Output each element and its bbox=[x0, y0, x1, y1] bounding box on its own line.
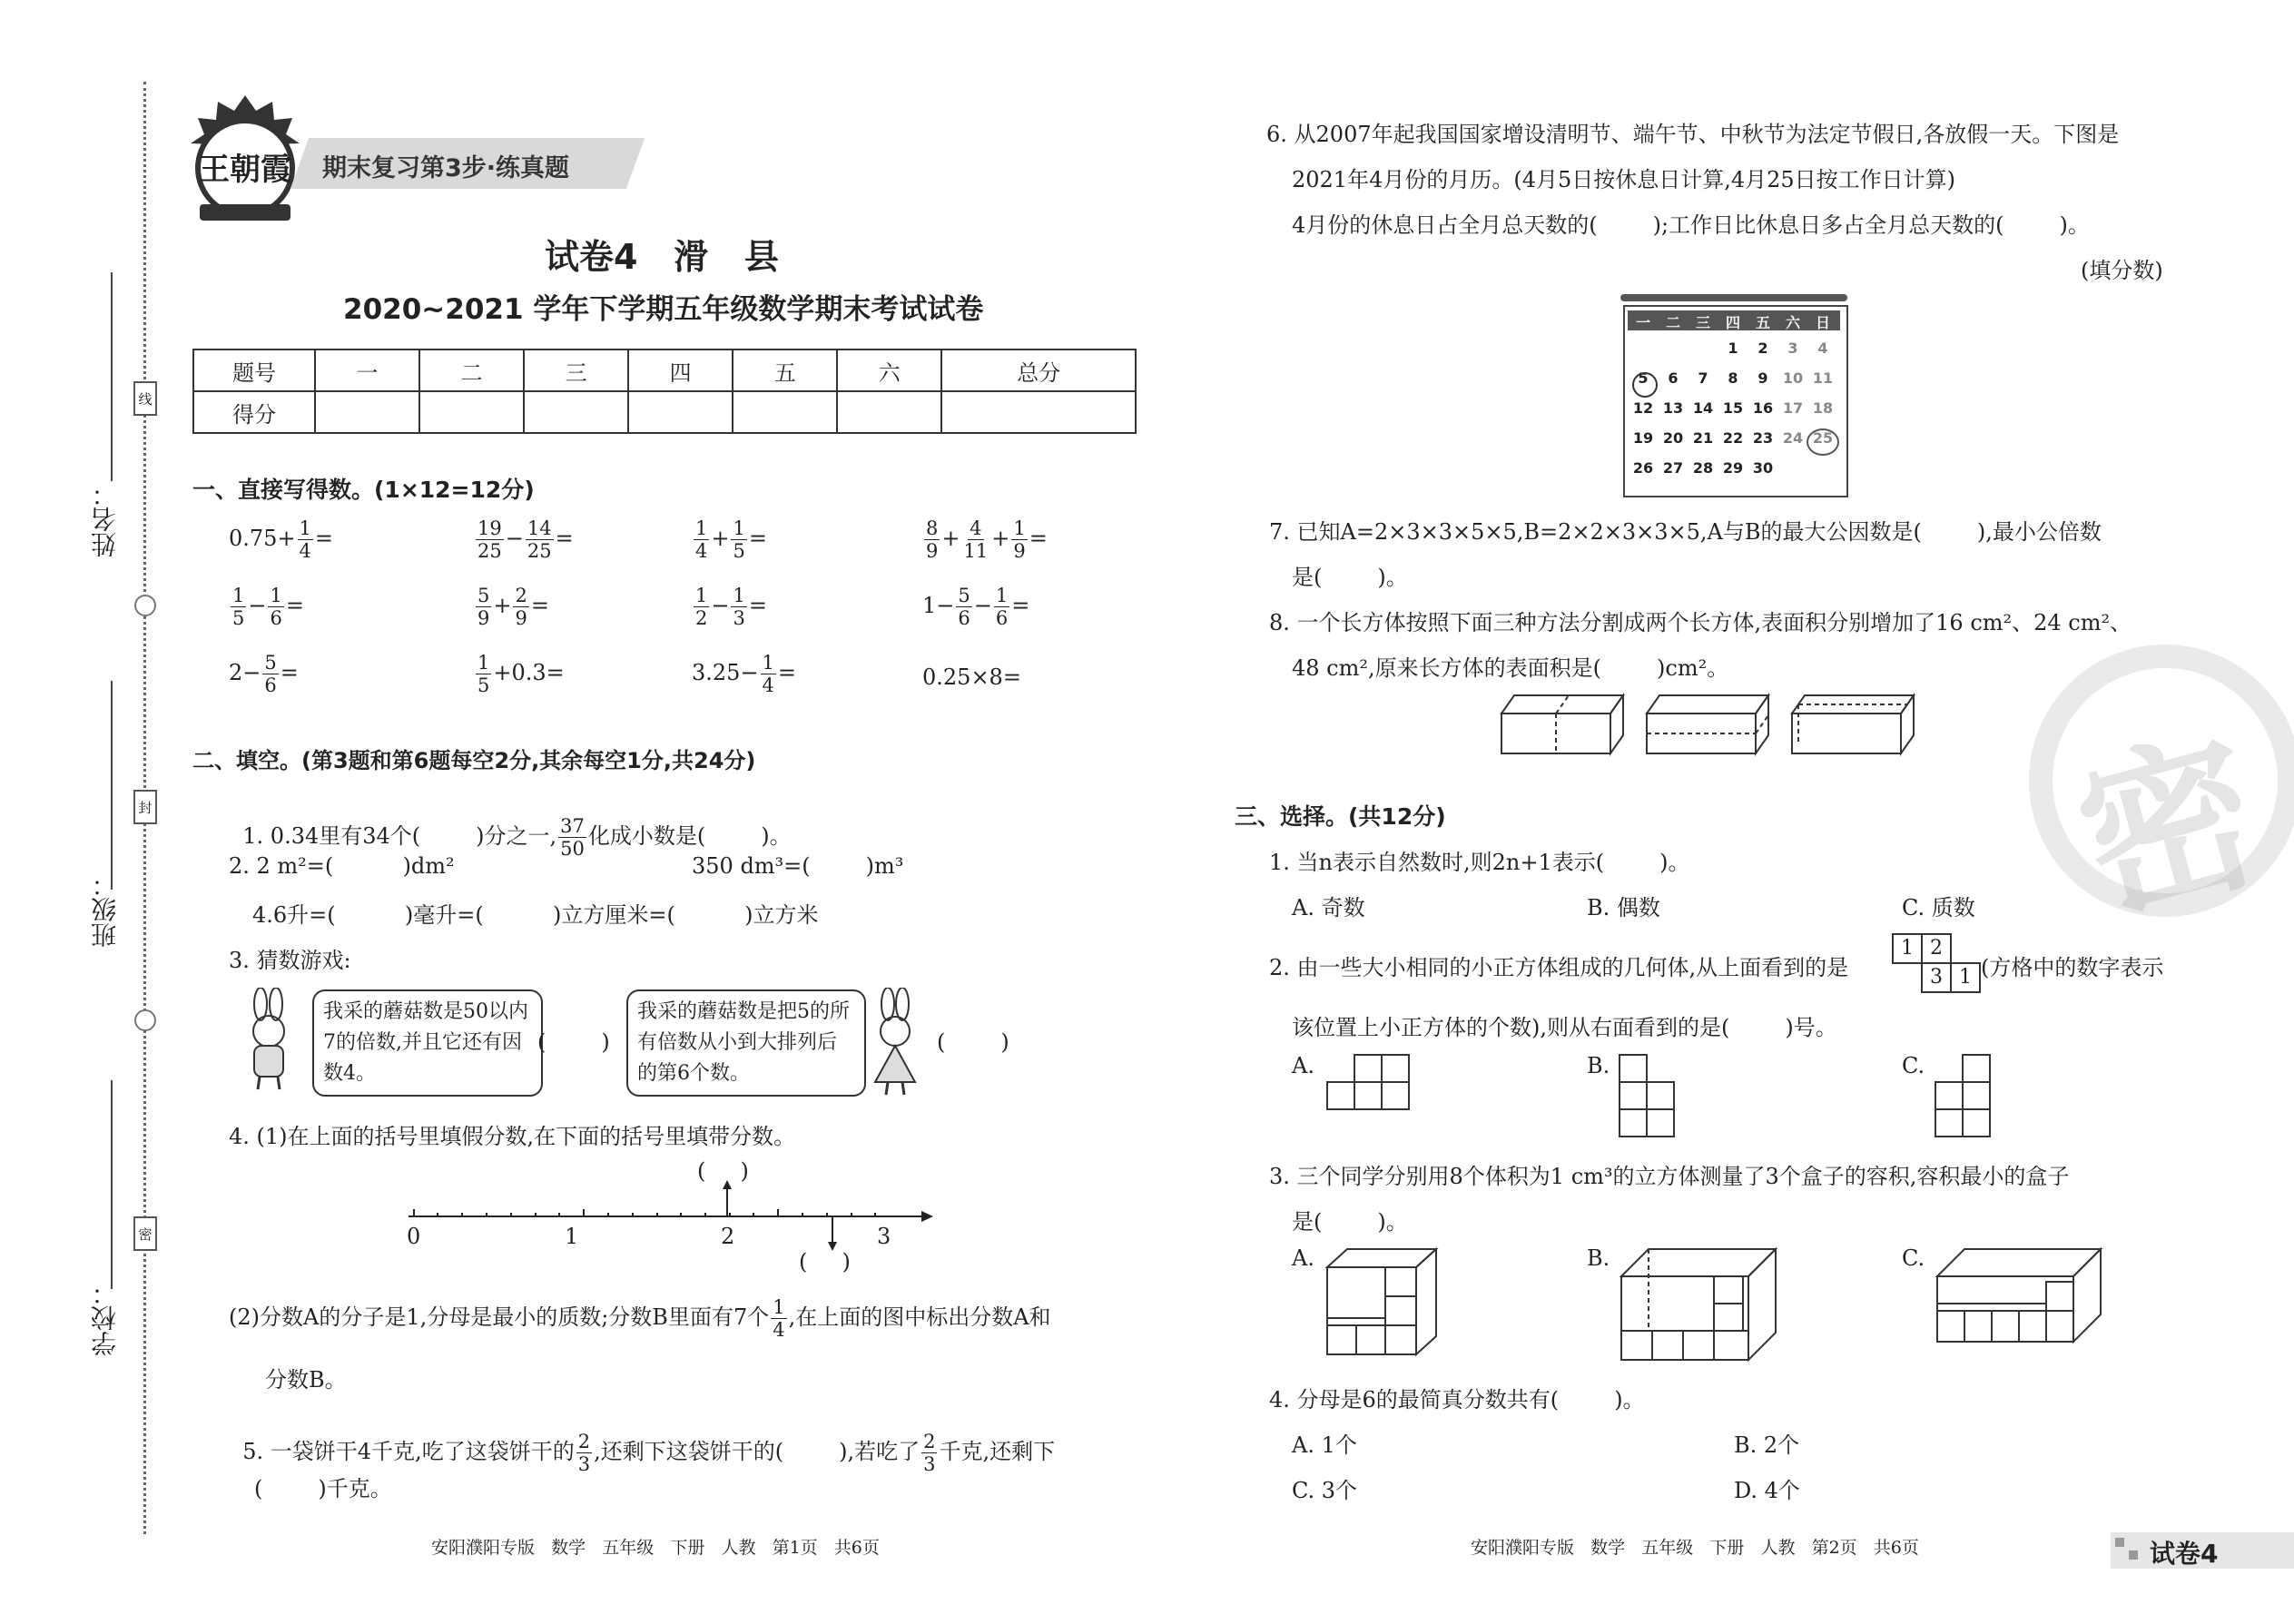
q3-3-option-c[interactable]: C. bbox=[1902, 1245, 1925, 1271]
fraction: $\frac{2}{3}$ bbox=[923, 1431, 936, 1476]
right-view-a bbox=[1325, 1053, 1416, 1117]
q2-7b: 是( )。 bbox=[1292, 565, 1408, 590]
q3-3-option-b[interactable]: B. bbox=[1587, 1245, 1610, 1271]
q-text: ,还剩下这袋饼干的( ),若吃了 bbox=[594, 1439, 921, 1465]
q3-4-option-b[interactable]: B. 2个 bbox=[1734, 1432, 1800, 1458]
q2-2c: 4.6升=( )毫升=( )立方厘米=( )立方米 bbox=[252, 902, 819, 928]
q2-4-2 bbox=[229, 1296, 1051, 1341]
score-cell[interactable] bbox=[315, 391, 419, 433]
score-cell[interactable] bbox=[733, 391, 837, 433]
fraction: $\frac{5}{6}$ bbox=[958, 585, 970, 630]
q-text: 1. 0.34里有34个( )分之一, bbox=[242, 823, 557, 850]
q2-2b: 350 dm³=( )m³ bbox=[692, 853, 904, 879]
calendar-day: 15 bbox=[1722, 399, 1744, 417]
calc-text: = bbox=[1011, 593, 1030, 619]
paper-title: 试卷4 滑 县 bbox=[545, 237, 779, 277]
fraction: $\frac{19}{25}$ bbox=[478, 517, 502, 563]
score-row-label: 得分 bbox=[193, 391, 315, 433]
score-cell[interactable] bbox=[524, 391, 628, 433]
calc-text: 3.25− bbox=[692, 660, 759, 686]
q3-3-option-a[interactable]: A. bbox=[1292, 1245, 1314, 1271]
calc-text: +0.3= bbox=[493, 660, 565, 686]
q3-2b: (方格中的数字表示 bbox=[1981, 955, 2164, 980]
axis-label-2: 2 bbox=[721, 1224, 735, 1249]
calendar-day: 14 bbox=[1692, 399, 1714, 417]
calc-text: = bbox=[285, 593, 304, 619]
score-table-header-cell: 题号 bbox=[193, 349, 315, 391]
right-view-b bbox=[1618, 1053, 1681, 1144]
svg-text:王朝霞: 王朝霞 bbox=[199, 152, 291, 188]
circle-25-icon bbox=[1807, 428, 1839, 456]
calendar-day: 29 bbox=[1722, 459, 1744, 477]
calendar-weekday: 一 bbox=[1635, 314, 1650, 331]
q3-2-option-c[interactable]: C. bbox=[1902, 1053, 1925, 1078]
fraction: $\frac{1}{4}$ bbox=[773, 1296, 785, 1342]
brand-logo bbox=[182, 91, 309, 227]
score-table bbox=[192, 349, 1137, 434]
name-underline bbox=[111, 272, 113, 481]
q3-1-option-c[interactable]: C. 质数 bbox=[1902, 895, 1975, 920]
calendar bbox=[1620, 292, 1847, 497]
class-label: 班级： bbox=[90, 871, 120, 948]
exam-title: 2020~2021 学年下学期五年级数学期末考试试卷 bbox=[343, 293, 984, 326]
score-cell[interactable] bbox=[419, 391, 524, 433]
calc-text: + bbox=[941, 526, 960, 552]
calendar-day: 5 bbox=[1638, 369, 1649, 387]
calendar-day: 11 bbox=[1812, 369, 1834, 387]
score-cell[interactable] bbox=[837, 391, 941, 433]
top-view-cell: 3 bbox=[1921, 962, 1952, 993]
calc-item-10 bbox=[474, 652, 565, 696]
axis-blank-top[interactable]: ( ) bbox=[697, 1158, 749, 1184]
calendar-day: 17 bbox=[1782, 399, 1804, 417]
fraction: $\frac{1}{5}$ bbox=[478, 652, 490, 697]
q2-1 bbox=[229, 790, 792, 860]
calendar-day: 26 bbox=[1632, 459, 1654, 477]
circle-5-icon bbox=[1632, 372, 1658, 398]
name-label: 姓名： bbox=[90, 481, 120, 557]
speech-bubble-1: 我采的蘑菇数是50以内7的倍数,并且它还有因数4。 bbox=[312, 989, 543, 1097]
calendar-day: 22 bbox=[1722, 429, 1744, 447]
calc-item-6 bbox=[474, 585, 549, 629]
q2-2a: 2. 2 m²=( )dm² bbox=[229, 853, 455, 879]
fraction: $\frac{1}{6}$ bbox=[995, 585, 1009, 630]
fraction: $\frac{1}{4}$ bbox=[695, 517, 708, 563]
q2-7a: 7. 已知A=2×3×3×5×5,B=2×2×3×3×5,A与B的最大公因数是( ),最小公倍数 bbox=[1269, 519, 2102, 545]
score-table-header-cell: 一 bbox=[315, 349, 419, 391]
q3-4-option-d[interactable]: D. 4个 bbox=[1734, 1478, 1800, 1503]
fraction: $\frac{5}{6}$ bbox=[264, 652, 277, 697]
calendar-day: 12 bbox=[1632, 399, 1654, 417]
class-underline bbox=[111, 681, 113, 890]
calc-text: = bbox=[777, 660, 797, 686]
axis-label-1: 1 bbox=[565, 1224, 579, 1249]
q3-4-option-a[interactable]: A. 1个 bbox=[1292, 1432, 1357, 1458]
q3-3a: 3. 三个同学分别用8个体积为1 cm³的立方体测量了3个盒子的容积,容积最小的盒子 bbox=[1269, 1164, 2070, 1189]
calc-text: = bbox=[530, 593, 549, 619]
score-cell[interactable] bbox=[628, 391, 733, 433]
calendar-day: 27 bbox=[1662, 459, 1684, 477]
page-tab-label: 试卷4 bbox=[2150, 1539, 2219, 1569]
calc-text: = bbox=[748, 526, 767, 552]
score-table-header-cell: 四 bbox=[628, 349, 733, 391]
calendar-weekday: 六 bbox=[1785, 314, 1800, 331]
top-view-grid bbox=[1892, 933, 1979, 991]
q3-1: 1. 当n表示自然数时,则2n+1表示( )。 bbox=[1269, 850, 1690, 875]
section3-title: 三、选择。(共12分) bbox=[1235, 803, 1446, 830]
calendar-day: 3 bbox=[1787, 340, 1798, 357]
calc-text: 0.75+ bbox=[229, 526, 296, 552]
calendar-day: 23 bbox=[1752, 429, 1774, 447]
q-text: (2)分数A的分子是1,分母是最小的质数;分数B里面有7个 bbox=[229, 1304, 770, 1331]
answer-blank-2[interactable]: ( ) bbox=[937, 1029, 1009, 1055]
box-figure-c bbox=[1934, 1245, 2106, 1345]
fraction: $\frac{1}{5}$ bbox=[232, 585, 245, 630]
score-table-header-cell: 五 bbox=[733, 349, 837, 391]
q2-4-1: 4. (1)在上面的括号里填假分数,在下面的括号里填带分数。 bbox=[229, 1124, 796, 1149]
tab-square-icon bbox=[2115, 1538, 2124, 1547]
q-text: 千克,还剩下 bbox=[939, 1439, 1056, 1465]
top-view-cell: 1 bbox=[1950, 962, 1981, 993]
calendar-day: 21 bbox=[1692, 429, 1714, 447]
fraction: $\frac{1}{6}$ bbox=[270, 585, 282, 630]
calc-item-2 bbox=[474, 517, 574, 562]
calc-text: − bbox=[248, 593, 267, 619]
q3-2a: 2. 由一些大小相同的小正方体组成的几何体,从上面看到的是 bbox=[1269, 955, 1849, 980]
calc-item-4 bbox=[922, 517, 1048, 562]
calendar-weekday: 四 bbox=[1725, 314, 1740, 331]
section2-title: 二、填空。(第3题和第6题每空2分,其余每空1分,共24分) bbox=[192, 748, 756, 773]
calendar-day: 2 bbox=[1757, 340, 1768, 357]
calendar-day: 7 bbox=[1698, 369, 1708, 387]
calendar-day: 30 bbox=[1752, 459, 1774, 477]
q2-5d: ( )千克。 bbox=[254, 1476, 392, 1501]
calc-text: − bbox=[711, 593, 730, 619]
q3-2-option-a[interactable]: A. bbox=[1292, 1053, 1314, 1078]
q3-1-option-a[interactable]: A. 奇数 bbox=[1292, 895, 1365, 920]
number-line bbox=[399, 1155, 935, 1264]
calc-text: = bbox=[1029, 526, 1048, 552]
fraction: $\frac{2}{3}$ bbox=[577, 1431, 591, 1476]
q3-2c: 该位置上小正方体的个数),则从右面看到的是( )号。 bbox=[1292, 1015, 1837, 1040]
box-figure-a bbox=[1324, 1245, 1442, 1358]
answer-blank-1[interactable]: ( ) bbox=[537, 1029, 610, 1055]
binding-hole-icon bbox=[134, 595, 156, 616]
calc-item-7 bbox=[692, 585, 767, 629]
calc-item-3 bbox=[692, 517, 767, 562]
calc-text: = bbox=[555, 526, 574, 552]
tab-square-icon bbox=[2129, 1550, 2138, 1560]
calendar-rod bbox=[1620, 294, 1847, 301]
calc-item-8 bbox=[922, 585, 1029, 629]
q2-6c: 4月份的休息日占全月总天数的( );工作日比休息日多占全月总天数的( )。 bbox=[1292, 212, 2090, 238]
calendar-day: 19 bbox=[1632, 429, 1654, 447]
calendar-weekday: 二 bbox=[1665, 314, 1680, 331]
calendar-day: 13 bbox=[1662, 399, 1684, 417]
calc-item-1 bbox=[229, 517, 333, 562]
binding-mark-seal: 封 bbox=[133, 790, 157, 824]
calendar-day: 4 bbox=[1817, 340, 1828, 357]
score-table-header-cell: 三 bbox=[524, 349, 628, 391]
q3-4-option-c[interactable]: C. 3个 bbox=[1292, 1478, 1358, 1503]
q-text: ,在上面的图中标出分数A和 bbox=[788, 1304, 1051, 1331]
school-underline bbox=[111, 1080, 113, 1289]
score-cell[interactable] bbox=[941, 391, 1136, 433]
footer-right: 安阳濮阳专版 数学 五年级 下册 人教 第2页 共6页 bbox=[1471, 1538, 1919, 1558]
calendar-day: 28 bbox=[1692, 459, 1714, 477]
calc-text: 1− bbox=[922, 593, 955, 619]
score-table-header-row bbox=[193, 349, 1136, 391]
calc-item-11 bbox=[692, 652, 796, 696]
q-text: 5. 一袋饼干4千克,吃了这袋饼干的 bbox=[242, 1439, 575, 1465]
q2-5 bbox=[229, 1405, 1055, 1475]
axis-blank-bottom[interactable]: ( ) bbox=[799, 1249, 851, 1275]
fraction: $\frac{14}{25}$ bbox=[527, 517, 552, 563]
q2-6d: (填分数) bbox=[2081, 258, 2163, 283]
calc-text: + bbox=[711, 526, 730, 552]
school-label: 学校： bbox=[90, 1280, 120, 1356]
calendar-day: 16 bbox=[1752, 399, 1774, 417]
fraction: $\frac{37}{50}$ bbox=[560, 815, 585, 861]
fraction: $\frac{1}{4}$ bbox=[299, 517, 311, 563]
speech-bubble-2: 我采的蘑菇数是把5的所有倍数从小到大排列后的第6个数。 bbox=[626, 989, 866, 1097]
footer-left: 安阳濮阳专版 数学 五年级 下册 人教 第1页 共6页 bbox=[431, 1538, 880, 1558]
score-table-header-cell: 总分 bbox=[941, 349, 1136, 391]
calendar-day: 1 bbox=[1728, 340, 1738, 357]
score-table-score-row bbox=[193, 391, 1136, 433]
q3-3b: 是( )。 bbox=[1292, 1209, 1408, 1235]
cuboid-figures bbox=[1498, 686, 1934, 759]
calendar-day: 25 bbox=[1812, 429, 1834, 447]
axis-label-3: 3 bbox=[877, 1224, 891, 1249]
fraction: $\frac{1}{5}$ bbox=[733, 517, 745, 563]
fraction: $\frac{2}{9}$ bbox=[515, 585, 527, 630]
secret-seal-char: 密 bbox=[2059, 708, 2279, 948]
score-table-header-cell: 二 bbox=[419, 349, 524, 391]
calc-text: − bbox=[973, 593, 992, 619]
rabbit-girl-illustration bbox=[862, 988, 926, 1097]
section1-title: 一、直接写得数。(1×12=12分) bbox=[192, 477, 535, 503]
calendar-day: 6 bbox=[1668, 369, 1679, 387]
binding-mark-secret: 密 bbox=[133, 1216, 157, 1251]
fraction: $\frac{5}{9}$ bbox=[478, 585, 490, 630]
calendar-weekday: 日 bbox=[1815, 314, 1830, 331]
banner-title: 期末复习第3步·练真题 bbox=[322, 154, 570, 182]
calendar-day: 18 bbox=[1812, 399, 1834, 417]
calendar-day: 10 bbox=[1782, 369, 1804, 387]
q2-6b: 2021年4月份的月历。(4月5日按休息日计算,4月25日按工作日计算) bbox=[1292, 167, 1956, 192]
binding-mark-line: 线 bbox=[133, 381, 157, 416]
calendar-day: 24 bbox=[1782, 429, 1804, 447]
calc-text: = bbox=[280, 660, 299, 686]
binding-hole-icon bbox=[134, 1009, 156, 1031]
q2-8b: 48 cm²,原来长方体的表面积是( )cm²。 bbox=[1292, 655, 1729, 681]
q2-4-2c: 分数B。 bbox=[265, 1367, 347, 1393]
fraction: $\frac{1}{2}$ bbox=[695, 585, 708, 630]
calendar-weekday: 三 bbox=[1695, 314, 1710, 331]
calc-text: = bbox=[748, 593, 767, 619]
q3-1-option-b[interactable]: B. 偶数 bbox=[1587, 895, 1660, 920]
q2-8a: 8. 一个长方体按照下面三种方法分割成两个长方体,表面积分别增加了16 cm²、24 cm²、 bbox=[1269, 610, 2132, 635]
q2-6a: 6. 从2007年起我国国家增设清明节、端午节、中秋节为法定节假日,各放假一天。下图是 bbox=[1266, 122, 2120, 147]
axis-label-0: 0 bbox=[407, 1224, 421, 1249]
calc-text: = bbox=[314, 526, 334, 552]
fraction: $\frac{8}{9}$ bbox=[926, 517, 939, 563]
calc-item-5 bbox=[229, 585, 304, 629]
q-text: 化成小数是( )。 bbox=[587, 823, 792, 850]
calc-item-9 bbox=[229, 652, 299, 696]
q2-3: 3. 猜数游戏: bbox=[229, 948, 351, 973]
calc-text: − bbox=[505, 526, 524, 552]
calendar-day: 8 bbox=[1728, 369, 1738, 387]
score-table-header-cell: 六 bbox=[837, 349, 941, 391]
calc-text: 2− bbox=[229, 660, 261, 686]
calendar-day: 20 bbox=[1662, 429, 1684, 447]
right-view-c bbox=[1934, 1053, 1997, 1144]
calendar-day: 9 bbox=[1757, 369, 1768, 387]
calc-text: + bbox=[493, 593, 512, 619]
top-view-cell: 1 bbox=[1892, 933, 1923, 964]
fraction: $\frac{1}{9}$ bbox=[1013, 517, 1026, 563]
calendar-weekday: 五 bbox=[1755, 314, 1770, 331]
fraction: $\frac{1}{3}$ bbox=[733, 585, 745, 630]
top-view-cell: 2 bbox=[1921, 933, 1952, 964]
fraction: $\frac{4}{11}$ bbox=[963, 517, 989, 563]
fraction: $\frac{1}{4}$ bbox=[762, 652, 774, 697]
q3-2-option-b[interactable]: B. bbox=[1587, 1053, 1610, 1078]
box-figure-b bbox=[1618, 1245, 1781, 1363]
q3-4: 4. 分母是6的最简真分数共有( )。 bbox=[1269, 1387, 1645, 1412]
calc-item-12: 0.25×8= bbox=[922, 664, 1021, 690]
rabbit-illustration bbox=[238, 988, 301, 1092]
calc-text: + bbox=[991, 526, 1010, 552]
